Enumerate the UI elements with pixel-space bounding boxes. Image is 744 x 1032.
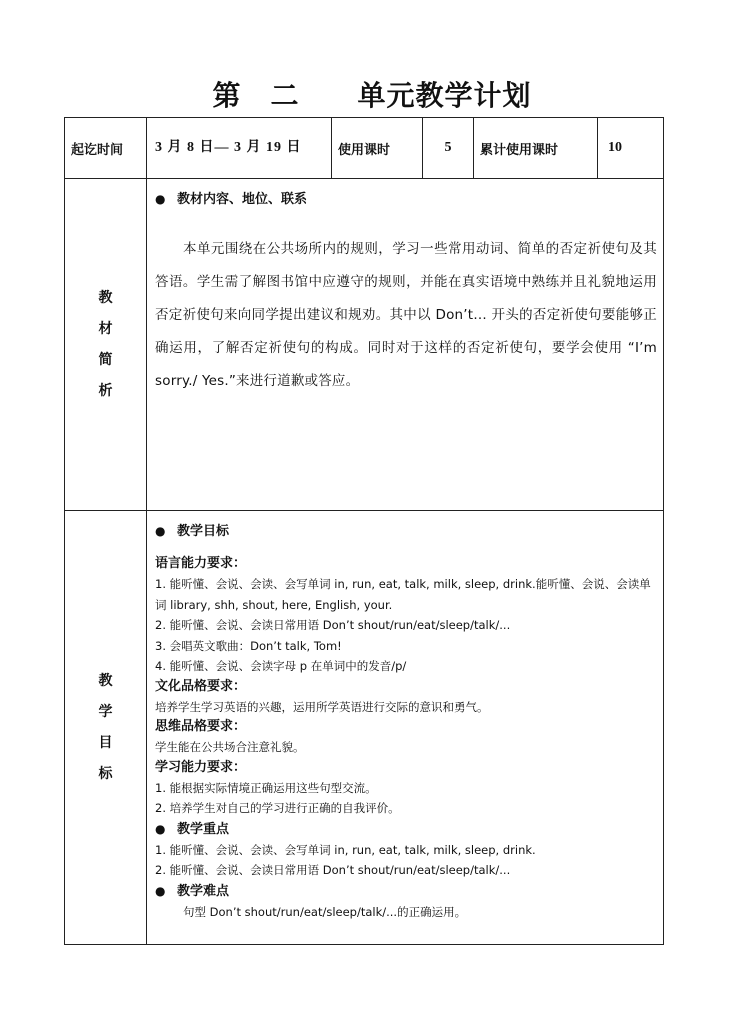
learning-item: 2. 培养学生对自己的学习进行正确的自我评价。 — [155, 801, 400, 815]
language-item: 2. 能听懂、会说、会读日常用语 Don’t shout/run/eat/sleep/talk/... — [155, 618, 511, 632]
analysis-content — [147, 179, 664, 511]
analysis-paragraph: 本单元围绕在公共场所内的规则，学习一些常用动词、简单的否定祈使句及其答语。学生需了解图书馆中应遵守的规则，并能在真实语境中熟练并且礼貌地运用否定祈使句来向同学提出建议和规劝。其中以 Don’t… 开头的否定祈使句要能够正确运用，了解否定祈使句的构成。同时对于这样的否定祈使句，要学会使用 “I’m sorry./ Yes.”来进行道歉或答应。 — [155, 241, 657, 389]
difficulty-heading — [155, 881, 657, 902]
bullet-icon: ● — [155, 821, 166, 836]
cumulative-hours-value: 10 — [598, 118, 664, 179]
cumulative-hours-label: 累计使用课时 — [474, 118, 598, 179]
date-range: 3 月 8 日— 3 月 19 日 — [147, 118, 332, 179]
objectives-row — [65, 511, 664, 945]
plan-table — [64, 117, 664, 945]
difficulty-heading-text: 教学难点 — [177, 883, 230, 899]
thinking-heading: 思维品格要求： — [155, 719, 247, 734]
start-time-label: 起讫时间 — [65, 118, 147, 179]
bullet-icon: ● — [155, 883, 166, 898]
side-char: 材 — [98, 320, 113, 337]
hours-label: 使用课时 — [332, 118, 423, 179]
key-point-item: 1. 能听懂、会说、会读、会写单词 in, run, eat, talk, milk, sleep, drink. — [155, 842, 536, 857]
side-char: 标 — [98, 765, 113, 782]
side-char: 教 — [98, 672, 113, 689]
key-points-heading — [155, 819, 657, 840]
hours-value: 5 — [423, 118, 474, 179]
objectives-side-label — [65, 511, 147, 945]
analysis-heading — [155, 189, 657, 210]
learning-item: 1. 能根据实际情境正确运用这些句型交流。 — [155, 780, 377, 795]
objectives-heading — [155, 521, 657, 542]
difficulty-text: 句型 Don’t shout/run/eat/sleep/talk/...的正确运用。 — [183, 904, 467, 919]
thinking-text: 学生能在公共场合注意礼貌。 — [155, 740, 305, 754]
language-item: 4. 能听懂、会说、会读字母 p 在单词中的发音/p/ — [155, 659, 407, 673]
bullet-icon: ● — [155, 192, 166, 206]
page-title: 第 二 单元教学计划 — [212, 79, 532, 112]
analysis-heading-text: 教材内容、地位、联系 — [177, 192, 308, 207]
side-char: 析 — [98, 382, 113, 399]
culture-text: 培养学生学习英语的兴趣，运用所学英语进行交际的意识和勇气。 — [155, 699, 489, 714]
side-char: 学 — [98, 703, 113, 720]
analysis-side-label — [65, 179, 147, 511]
language-item: 3. 会唱英文歌曲：Don’t talk, Tom! — [155, 638, 342, 653]
bullet-icon: ● — [155, 524, 166, 538]
culture-heading: 文化品格要求： — [155, 678, 247, 694]
objectives-heading-text: 教学目标 — [177, 524, 230, 539]
side-char: 简 — [98, 351, 113, 368]
analysis-row — [65, 179, 664, 511]
side-char: 目 — [98, 734, 113, 751]
key-point-item: 2. 能听懂、会说、会读日常用语 Don’t shout/run/eat/sleep/talk/... — [155, 863, 511, 877]
key-points-heading-text: 教学重点 — [177, 821, 230, 837]
learning-heading: 学习能力要求： — [155, 759, 247, 775]
side-char: 教 — [98, 289, 113, 306]
header-row — [65, 118, 664, 179]
objectives-content — [147, 511, 664, 945]
language-item: 1. 能听懂、会说、会读、会写单词 in, run, eat, talk, milk, sleep, drink.能听懂、会说、会读单词 library, shh, shout, here, English, your. — [155, 577, 651, 612]
language-heading: 语言能力要求： — [155, 556, 247, 571]
